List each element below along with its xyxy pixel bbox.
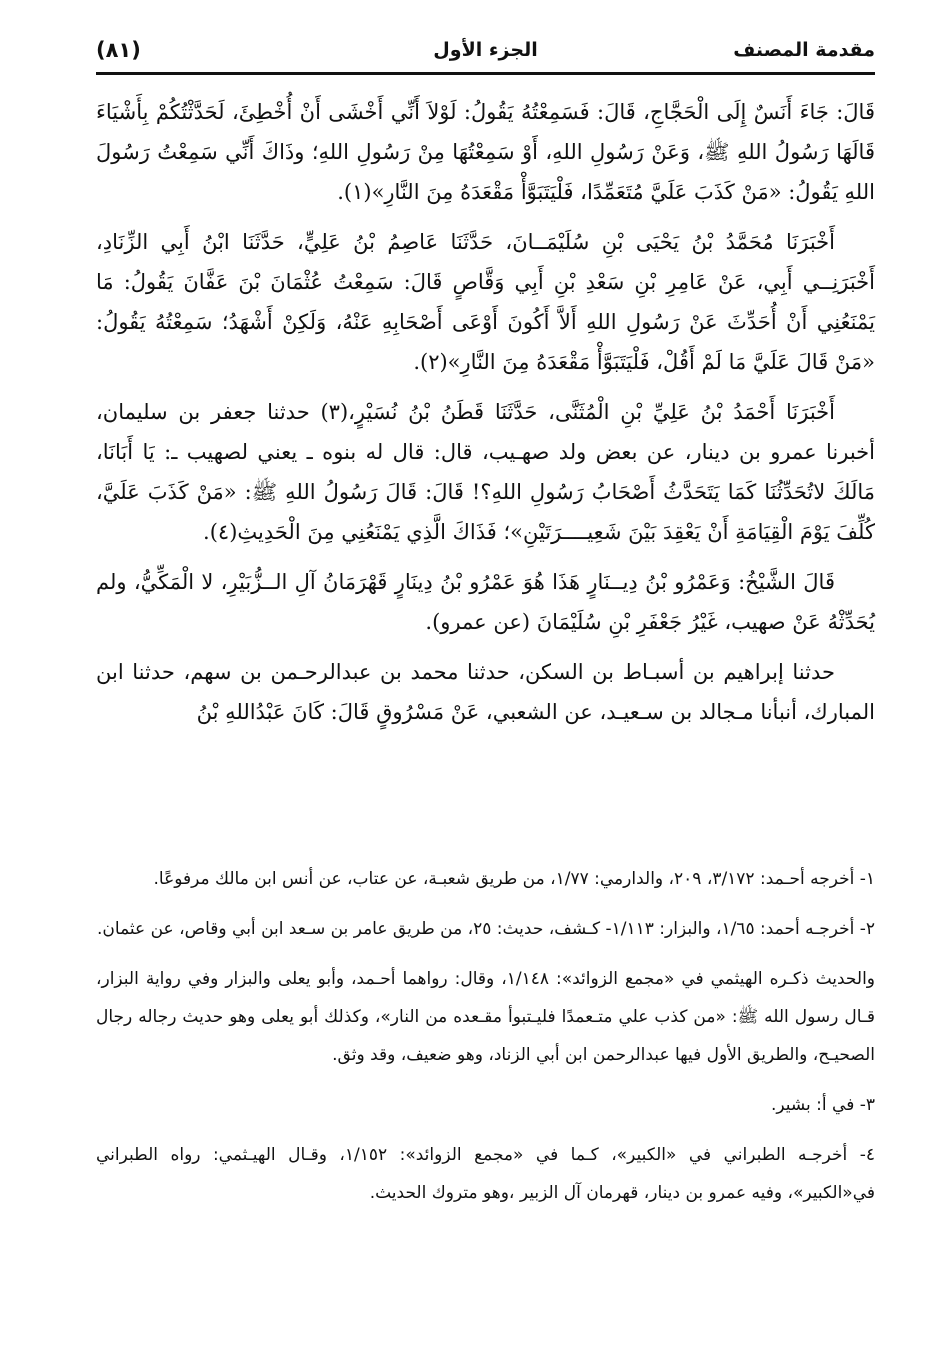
- footnote-2-continued: والحديث ذكـره الهيثمي في «مجمع الزوائد»: ١/١٤٨، وقال: رواهما أحـمد، وأبو يعلى والبزار وفي رواية البزار، قـال رسول الله ﷺ: «من كذب علي متـعمدًا فليـتبوأ مقـعده من النار»، وكذلك أبو يعلى وهو حديث رجاله رجال الصحيـح، والطريق الأول فيها عبدالرحمن ابن أبي الزناد، وهو ضعيف، وقد وثق.: [96, 969, 875, 1065]
- paragraph-1: قَالَ: جَاءَ أَنَسٌ إِلَى الْحَجَّاجِ، قَالَ: فَسَمِعْتُهُ يَقُولُ: لَوْلاَ أَنِّي أَخْشَى أَنْ أُخْطِئَ، لَحَدَّثْتُكُمْ بِأَشْيَاءَ قَالَهَا رَسُولُ اللهِ ﷺ، وَعَنْ رَسُولِ اللهِ، أَوْ سَمِعْتُهَا مِنْ رَسُولِ اللهِ؛ وذَاكَ أَنِّي سَمِعْتُ رَسُولَ اللهِ يَقُولُ: «مَنْ كَذَبَ عَلَيَّ مُتَعَمِّدًا، فَلْيَتَبَوَّأْ مَقْعَدَهُ مِنَ النَّارِ»(١).: [96, 100, 875, 204]
- page-header: [96, 28, 875, 72]
- main-text: [96, 92, 875, 742]
- paragraph-3: أَخْبَرَنَا أَحْمَدُ بْنُ عَلِيِّ بْنِ الْمُثَنَّى، حَدَّثَنَا قَطَنُ بْنُ نُسَيْرٍ،(٣) حدثنا جعفر بن سليمان، أخبرنا عمرو بن دينار، عن بعض ولد صهـيب، قال: قال له بنوه ـ يعني لصهيب ـ: يَا أَبَانَا، مَالَكَ لاتُحَدِّثُنَا كَمَا يَتَحَدَّثُ أَصْحَابُ رَسُولِ اللهِ؟! قَالَ: قَالَ رَسُولُ اللهِ ﷺ: «مَنْ كَذَبَ عَلَيَّ، كُلِّفَ يَوْمَ الْقِيَامَةِ أَنْ يَعْقِدَ بَيْنَ شَعِيــــرَتَيْنِ»؛ فَذَاكَ الَّذِي يَمْنَعُنِي مِنَ الْحَدِيثِ(٤).: [96, 400, 875, 544]
- footnote-2: ٢- أخرجـه أحمد: ١/٦٥، والبزار: ١/١١٣- كـشف، حديث: ٢٥، من طريق عامر بن سـعد ابن أبي وقاص، عن عثمان.: [97, 919, 875, 939]
- footnote-1: ١- أخرجه أحـمد: ٣/١٧٢، ٢٠٩، والدارمي: ١/٧٧، من طريق شعبـة، عن عتاب، عن أنس ابن مالك مرفوعًا.: [153, 869, 875, 889]
- footnotes: [96, 860, 875, 1224]
- footnote-3: ٣- في أ: بشير.: [770, 1095, 875, 1115]
- footnote-4: ٤- أخرجـه الطبراني في «الكبير»، كـما في «مجمع الزوائد»: ١/١٥٢، وقـال الهيـثمي: رواه الطبراني في«الكبير»، وفيه عمرو بن دينار، قهرمان آل الزبير ،وهو متروك الحديث.: [96, 1145, 876, 1203]
- header-divider: [96, 72, 875, 75]
- paragraph-2: أَخْبَرَنَا مُحَمَّدُ بْنُ يَحْيَى بْنِ سُلَيْمَــانَ، حَدَّثَنَا عَاصِمُ بْنُ عَلِيٍّ، حَدَّثَنَا ابْنُ أَبِي الزِّنَادِ، أَخْبَرَنِــي أَبِي، عَنْ عَامِرِ بْنِ سَعْدِ بْنِ أَبِي وَقَّاصٍ قَالَ: سَمِعْتُ عُثْمَانَ بْنَ عَفَّانَ يَقُولُ: مَا يَمْنَعُنِي أَنْ أُحَدِّثَ عَنْ رَسُولِ اللهِ أَلاَّ أَكُونَ أَوْعَى أَصْحَابِهِ عَنْهُ، وَلَكِنْ أَشْهَدُ؛ سَمِعْتُهُ يَقُولُ: «مَنْ قَالَ عَلَيَّ مَا لَمْ أَقُلْ، فَلْيَتَبَوَّأْ مَقْعَدَهُ مِنَ النَّارِ»(٢).: [96, 230, 875, 374]
- page-number: (٨١): [96, 38, 141, 62]
- paragraph-4: قَالَ الشَّيْخُ: وَعَمْرُو بْنُ دِيــنَارٍ هَذَا هُوَ عَمْرُو بْنُ دِينَارٍ قَهْرَمَانُ آلِ الــزُّبَيْرِ، لا الْمَكِّيُّ، ولم يُحَدِّثْهُ عَنْ صهيب، غَيْرُ جَعْفَرِ بْنِ سُلَيْمَانَ (عن عمرو).: [96, 570, 875, 634]
- section-title: مقدمة المصنف: [733, 39, 875, 61]
- volume-title: الجزء الأول: [433, 39, 538, 61]
- paragraph-5: حدثنا إبراهيم بن أسبـاط بن السكن، حدثنا محمد بن عبدالرحـمن بن سهم، حدثنا ابن المبارك، أنبأنا مـجالد بن سـعيـد، عن الشعبي، عَنْ مَسْرُوقٍ قَالَ: كَانَ عَبْدُاللهِ بْنُ: [96, 660, 875, 724]
